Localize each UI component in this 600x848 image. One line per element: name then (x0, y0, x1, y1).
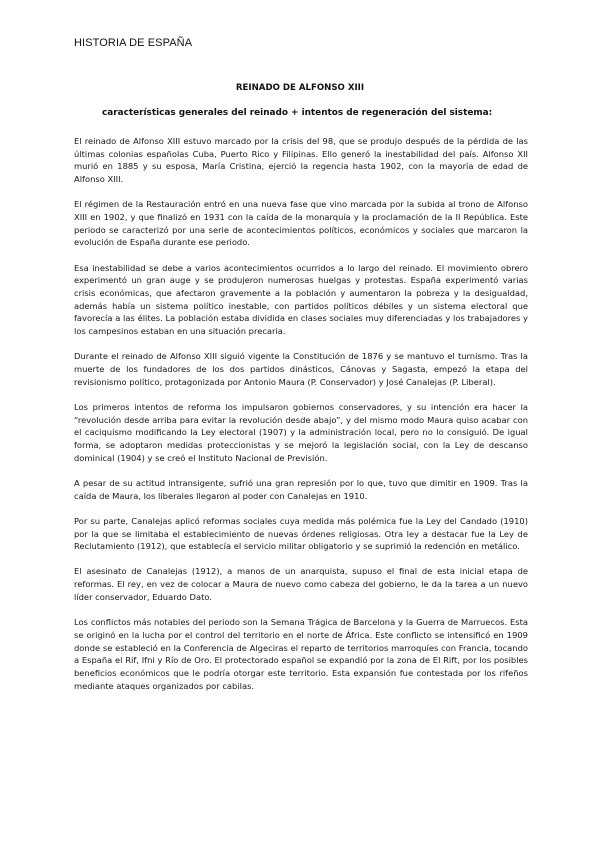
paragraph-3: Esa inestabilidad se debe a varios acontecimientos ocurridos a lo largo del reinado. El movimiento obrero experimentó un gran auge y se produjeron numerosas huelgas y protestas. España experimentó varias crisis económicas, que afectaron gravemente a la población y aumentaron la pobreza y la desigualdad, además había un sistema político inestable, con partidos políticos débiles y un sistema electoral que favorecía a las élites. La población estaba dividida en clases sociales muy diferenciadas y los trabajadores y los campesinos estaban en una situación precaria. (74, 262, 528, 337)
paragraph-1: El reinado de Alfonso XIII estuvo marcado por la crisis del 98, que se produjo después de la pérdida de las últimas colonias españolas Cuba, Puerto Rico y Filipinas. Ello generó la inestabilidad del país. Alfonso XII murió en 1885 y su esposa, María Cristina, ejerció la regencia hasta 1902, con la mayoría de edad de Alfonso XIII. (74, 136, 528, 185)
paragraph-8: El asesinato de Canalejas (1912), a manos de un anarquista, supuso el final de esta inicial etapa de reformas. El rey, en vez de colocar a Maura de nuevo como cabeza del gobierno, le da la tarea a un nuevo líder conservador, Eduardo Dato. (74, 566, 528, 602)
paragraph-2: El régimen de la Restauración entró en una nueva fase que vino marcada por la subida al trono de Alfonso XIII en 1902, y que finalizó en 1931 con la caída de la monarquía y la proclamación de la II República. Este periodo se caracterizó por una serie de acontecimientos políticos, económicos y sociales que marcaron la evolución de España durante ese periodo. (74, 199, 528, 248)
paragraph-5: Los primeros intentos de reforma los impulsaron gobiernos conservadores, y su intención era hacer la “revolución desde arriba para evitar la revolución desde abajo”, y del mismo modo Maura quiso acabar con el caciquismo modificando la Ley electoral (1907) y la administración local, pero no lo consiguió. De igual forma, se adoptaron medidas proteccionistas y se mejoró la legislación social, con la Ley de descanso dominical (1904) y se creó el Instituto Nacional de Previsión. (74, 401, 528, 463)
paragraph-4: Durante el reinado de Alfonso XIII siguió vigente la Constitución de 1876 y se mantuvo el turnismo. Tras la muerte de los fundadores de los dos partidos dinásticos, Cánovas y Sagasta, empezó la etapa del revisionismo político, protagonizada por Antonio Maura (P. Conservador) y José Canalejas (P. Liberal). (74, 351, 528, 387)
document-subtitle: características generales del reinado + intentos de regeneración del sistema: (102, 108, 493, 118)
paragraph-9: Los conflictos más notables del periodo son la Semana Trágica de Barcelona y la Guerra de Marruecos. Esta se originó en la lucha por el control del territorio en el norte de África. Este conflicto se intensificó en 1909 donde se estableció en la Conferencia de Algeciras el reparto de territorios marroquíes con Francia, tocando a España el Rif, Ifni y Río de Oro. El protectorado español se expandió por la zona de El Rift, por los posibles beneficios económicos que le podría otorgar este territorio. Esta expansión fue contestada por los rifeños mediante ataques organizados por cabilas. (74, 617, 528, 691)
paragraph-7: Por su parte, Canalejas aplicó reformas sociales cuya medida más polémica fue la Ley del Candado (1910) por la que se limitaba el establecimiento de nuevas órdenes religiosas. Otra ley a destacar fue la Ley de Reclutamiento (1912), que establecía el servicio militar obligatorio y se suprimió la redención en metálico. (74, 515, 528, 552)
paragraph-6: A pesar de su actitud intransigente, sufrió una gran represión por lo que, tuvo que dimitir en 1909. Tras la caída de Maura, los liberales llegaron al poder con Canalejas en 1910. (74, 477, 528, 501)
page-header: HISTORIA DE ESPAÑA (74, 37, 193, 49)
document-title: REINADO DE ALFONSO XIII (235, 83, 365, 93)
document-body (74, 135, 528, 705)
